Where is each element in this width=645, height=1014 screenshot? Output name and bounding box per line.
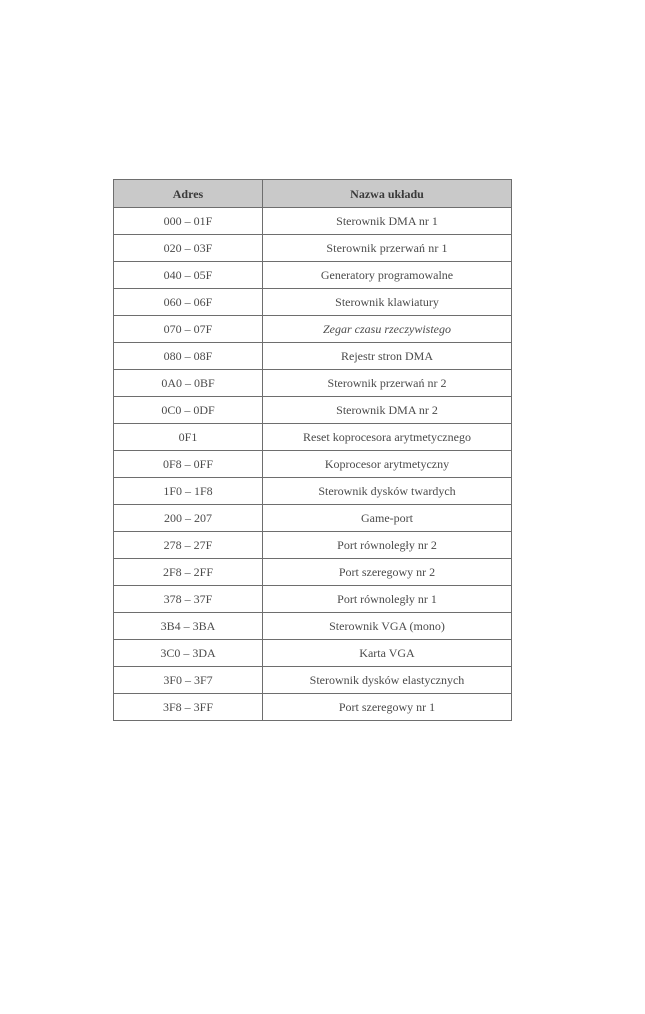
device-name-cell: Sterownik DMA nr 1 xyxy=(263,208,512,235)
column-header-address: Adres xyxy=(114,180,263,208)
device-name-cell: Rejestr stron DMA xyxy=(263,343,512,370)
device-name-cell: Port szeregowy nr 1 xyxy=(263,694,512,721)
table-row xyxy=(114,505,512,532)
device-name-cell: Port równoległy nr 2 xyxy=(263,532,512,559)
address-cell: 278 – 27F xyxy=(114,532,263,559)
address-cell: 3F0 – 3F7 xyxy=(114,667,263,694)
address-cell: 040 – 05F xyxy=(114,262,263,289)
device-name-cell: Sterownik DMA nr 2 xyxy=(263,397,512,424)
address-cell: 3B4 – 3BA xyxy=(114,613,263,640)
table-row xyxy=(114,559,512,586)
table-row xyxy=(114,289,512,316)
table-row xyxy=(114,424,512,451)
table-row xyxy=(114,343,512,370)
address-cell: 0C0 – 0DF xyxy=(114,397,263,424)
address-cell: 378 – 37F xyxy=(114,586,263,613)
device-name-cell: Sterownik dysków elastycznych xyxy=(263,667,512,694)
address-cell: 000 – 01F xyxy=(114,208,263,235)
address-cell: 020 – 03F xyxy=(114,235,263,262)
address-cell: 080 – 08F xyxy=(114,343,263,370)
table-row xyxy=(114,667,512,694)
table-row xyxy=(114,694,512,721)
address-cell: 060 – 06F xyxy=(114,289,263,316)
device-name-cell: Reset koprocesora arytmetycznego xyxy=(263,424,512,451)
device-name-cell: Port szeregowy nr 2 xyxy=(263,559,512,586)
device-name-cell: Karta VGA xyxy=(263,640,512,667)
device-name-cell: Sterownik dysków twardych xyxy=(263,478,512,505)
table-row xyxy=(114,316,512,343)
column-header-name: Nazwa układu xyxy=(263,180,512,208)
table-row xyxy=(114,478,512,505)
address-cell: 3F8 – 3FF xyxy=(114,694,263,721)
device-name-cell: Sterownik przerwań nr 1 xyxy=(263,235,512,262)
device-name-cell: Generatory programowalne xyxy=(263,262,512,289)
device-name-cell: Sterownik przerwań nr 2 xyxy=(263,370,512,397)
address-cell: 0F1 xyxy=(114,424,263,451)
io-address-table xyxy=(113,179,512,721)
address-cell: 1F0 – 1F8 xyxy=(114,478,263,505)
device-name-cell: Port równoległy nr 1 xyxy=(263,586,512,613)
table-header-row xyxy=(114,180,512,208)
table-row xyxy=(114,397,512,424)
address-cell: 0A0 – 0BF xyxy=(114,370,263,397)
table-row xyxy=(114,586,512,613)
table-row xyxy=(114,640,512,667)
device-name-cell: Game-port xyxy=(263,505,512,532)
device-name-cell: Zegar czasu rzeczywistego xyxy=(263,316,512,343)
table-row xyxy=(114,208,512,235)
table-row xyxy=(114,532,512,559)
table-row xyxy=(114,451,512,478)
table-row xyxy=(114,235,512,262)
address-cell: 070 – 07F xyxy=(114,316,263,343)
address-cell: 0F8 – 0FF xyxy=(114,451,263,478)
address-cell: 3C0 – 3DA xyxy=(114,640,263,667)
device-name-cell: Sterownik VGA (mono) xyxy=(263,613,512,640)
device-name-cell: Sterownik klawiatury xyxy=(263,289,512,316)
address-cell: 2F8 – 2FF xyxy=(114,559,263,586)
device-name-cell: Koprocesor arytmetyczny xyxy=(263,451,512,478)
address-cell: 200 – 207 xyxy=(114,505,263,532)
table-row xyxy=(114,370,512,397)
table-row xyxy=(114,262,512,289)
table-row xyxy=(114,613,512,640)
